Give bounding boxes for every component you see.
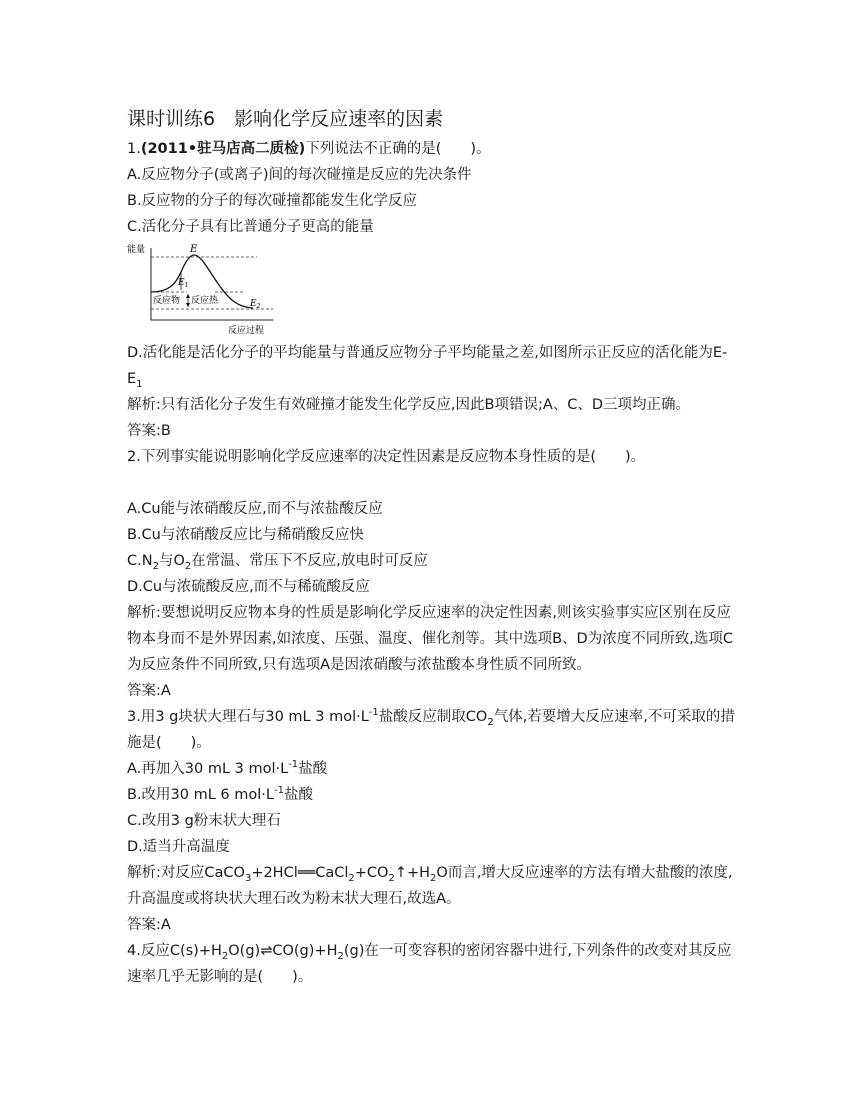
q2-option-c: $C.N_2$与$O_2$在常温、常压下不反应,放电时可反应 — [127, 553, 428, 572]
diagram-heat-label: 反应热 — [191, 296, 219, 306]
diagram-y-axis-label: 能量 — [127, 245, 146, 255]
q1-option-d: D.活化能是活化分子的平均能量与普通反应物分子平均能量之差,如图所示正反应的活化能为$E-E_1$ — [127, 345, 728, 390]
q2-option-a: A.Cu能与浓硝酸反应,而不与浓盐酸反应 — [127, 501, 383, 517]
q1-answer: 答案:B — [127, 423, 171, 439]
equals-sign: ══ — [297, 865, 316, 881]
q3-analysis: 解析:对反应$CaCO_3+2HCl══CaCl_2+CO_2↑+H_2O$而言,增大反应速率的方法有增大盐酸的浓度,升高温度或将块状大理石改为粉末状大理石,故选A。 — [127, 865, 733, 907]
q3-option-d: D.适当升高温度 — [127, 839, 230, 855]
page-title: 课时训练6 影响化学反应速率的因素 — [127, 108, 444, 130]
diagram-e2-label: $E_2$ — [250, 299, 261, 310]
q3-option-c: C.改用3 g粉末状大理石 — [127, 813, 281, 829]
diagram-x-axis-label: 反应过程 — [228, 326, 265, 336]
equilibrium-arrow: ⇌ — [260, 943, 273, 959]
q1-option-c: C.活化分子具有比普通分子更高的能量 — [127, 219, 374, 235]
q3-stem: 3.用3 g块状大理石与30 mL 3 $mol\cdot L^{-1}$盐酸反应制取$CO_2$气体,若要增大反应速率,不可采取的措施是( )。 — [127, 707, 735, 751]
diagram-reactant-label: 反应物 — [153, 296, 181, 306]
q3-answer: 答案:A — [127, 917, 171, 933]
document-page — [127, 104, 747, 990]
diagram-e1-label: $E_1$ — [178, 278, 189, 289]
q3-option-a: A.再加入30 mL 3 $mol\cdot L^{-1}$盐酸 — [127, 759, 328, 777]
q1-analysis: 解析:只有活化分子发生有效碰撞才能发生化学反应,因此B项错误;A、C、D三项均正确。 — [127, 397, 691, 413]
blank-line — [127, 470, 747, 496]
diagram-peak-label: E — [190, 244, 198, 255]
q2-option-d: D.Cu与浓硫酸反应,而不与稀硫酸反应 — [127, 579, 370, 595]
q1-stem — [127, 136, 747, 162]
q2-stem: 2.下列事实能说明影响化学反应速率的决定性因素是反应物本身性质的是( )。 — [127, 449, 646, 465]
q1-option-a: A.反应物分子(或离子)间的每次碰撞是反应的先决条件 — [127, 167, 472, 183]
q2-analysis: 解析:要想说明反应物本身的性质是影响化学反应速率的决定性因素,则该实验事实应区别在反应物本身而不是外界因素,如浓度、压强、温度、催化剂等。其中选项B、D为浓度不同所致,选项C为反应条件不同所致,只有选项A是因浓硝酸与浓盐酸本身性质不同所致。 — [127, 605, 733, 673]
q1-stem-text: 下列说法不正确的是( )。 — [305, 141, 491, 157]
q1-number: 1. — [127, 141, 141, 157]
q4-stem: 4.反应$C(s)+H_2O(g)\rightleftharpoons CO(g)+H_2(g)$在一可变容积的密闭容器中进行,下列条件的改变对其反应速率几乎无影响的是( )。 — [127, 943, 732, 985]
q1-option-b: B.反应物的分子的每次碰撞都能发生化学反应 — [127, 193, 418, 209]
q2-option-b: B.Cu与浓硝酸反应比与稀硝酸反应快 — [127, 527, 364, 543]
q3-option-b: B.改用30 mL 6 $mol\cdot L^{-1}$盐酸 — [127, 785, 313, 803]
q2-answer: 答案:A — [127, 683, 171, 699]
energy-diagram — [127, 240, 277, 336]
q1-source: (2011•驻马店高二质检) — [140, 141, 306, 157]
